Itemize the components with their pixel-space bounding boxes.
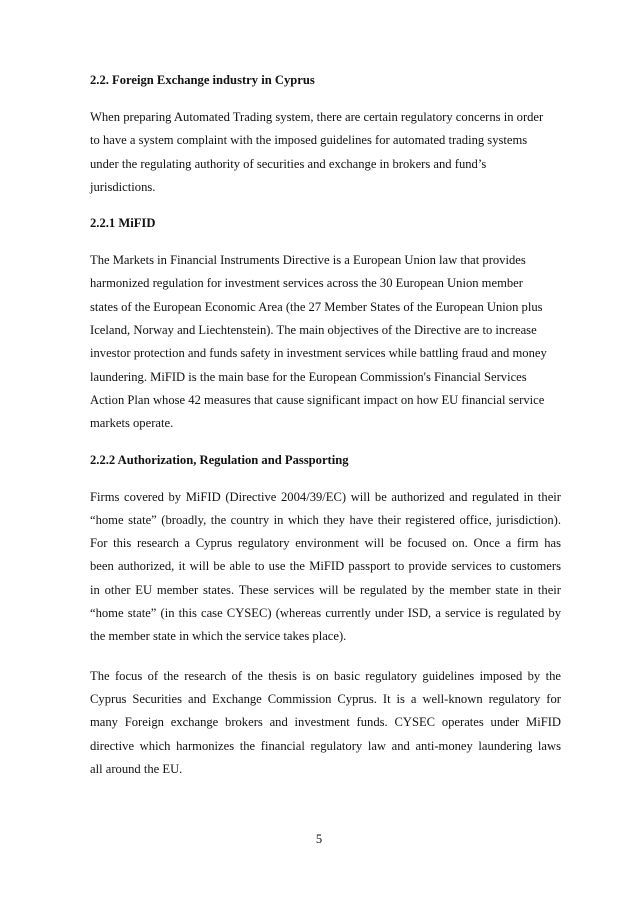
text-line: When preparing Automated Trading system, there are certain regulatory concerns in order bbox=[90, 110, 544, 124]
text-line: harmonized regulation for investment services across the 30 European Union member bbox=[90, 276, 523, 291]
paragraph-authorization-details bbox=[90, 486, 561, 649]
text-line: The focus of the research of the thesis is on basic regulatory guidelines imposed by the bbox=[90, 668, 561, 683]
text-line: the member state in which the service takes place). bbox=[90, 629, 347, 644]
text-line: to have a system complaint with the imposed guidelines for automated trading systems bbox=[90, 133, 528, 148]
text-line: markets operate. bbox=[90, 416, 174, 431]
text-line: jurisdictions. bbox=[90, 179, 156, 194]
text-line: investor protection and funds safety in investment services while battling fraud and money bbox=[90, 346, 547, 361]
text-line: all around the EU. bbox=[90, 761, 183, 776]
text-line: “home state” (broadly, the country in which they have their registered office, jurisdiction). bbox=[90, 512, 561, 527]
text-line: in other EU member states. These services will be regulated by the member state in their bbox=[90, 582, 561, 597]
text-line: Iceland, Norway and Liechtenstein). The main objectives of the Directive are to increase bbox=[90, 323, 537, 338]
page-number: 5 bbox=[315, 832, 323, 846]
section-heading-mifid: 2.2.1 MiFID bbox=[90, 216, 156, 231]
text-line: Firms covered by MiFID (Directive 2004/39/EC) will be authorized and regulated in their bbox=[90, 489, 561, 504]
text-line: many Foreign exchange brokers and investment funds. CYSEC operates under MiFID bbox=[90, 715, 561, 730]
text-line: For this research a Cyprus regulatory environment will be focused on. Once a firm has bbox=[90, 536, 561, 551]
paragraph-mifid-description bbox=[90, 249, 561, 435]
text-line: directive which harmonizes the financial regulatory law and anti-money laundering laws bbox=[90, 738, 561, 753]
paragraph-research-focus bbox=[90, 665, 561, 781]
text-line: laundering. MiFID is the main base for the European Commission's Financial Services bbox=[90, 369, 527, 384]
text-line: Cyprus Securities and Exchange Commission Cyprus. It is a well-known regulatory for bbox=[90, 691, 561, 706]
section-heading-authorization-passporting: 2.2.2 Authorization, Regulation and Passporting bbox=[90, 452, 349, 467]
text-line: “home state” (in this case CYSEC) (whereas currently under ISD, a service is regulated by bbox=[90, 606, 561, 621]
page-body bbox=[90, 72, 561, 781]
text-line: been authorized, it will be able to use the MiFID passport to provide services to customers bbox=[90, 559, 561, 574]
paragraph-automated-trading-intro bbox=[90, 106, 561, 199]
text-line: under the regulating authority of securities and exchange in brokers and fund’s bbox=[90, 156, 487, 171]
text-line: The Markets in Financial Instruments Directive is a European Union law that provides bbox=[90, 253, 526, 268]
text-line: Action Plan whose 42 measures that cause significant impact on how EU financial service bbox=[90, 392, 545, 407]
text-line: states of the European Economic Area (the 27 Member States of the European Union plus bbox=[90, 299, 543, 314]
section-heading-foreign-exchange-cyprus: 2.2. Foreign Exchange industry in Cyprus bbox=[90, 73, 315, 87]
